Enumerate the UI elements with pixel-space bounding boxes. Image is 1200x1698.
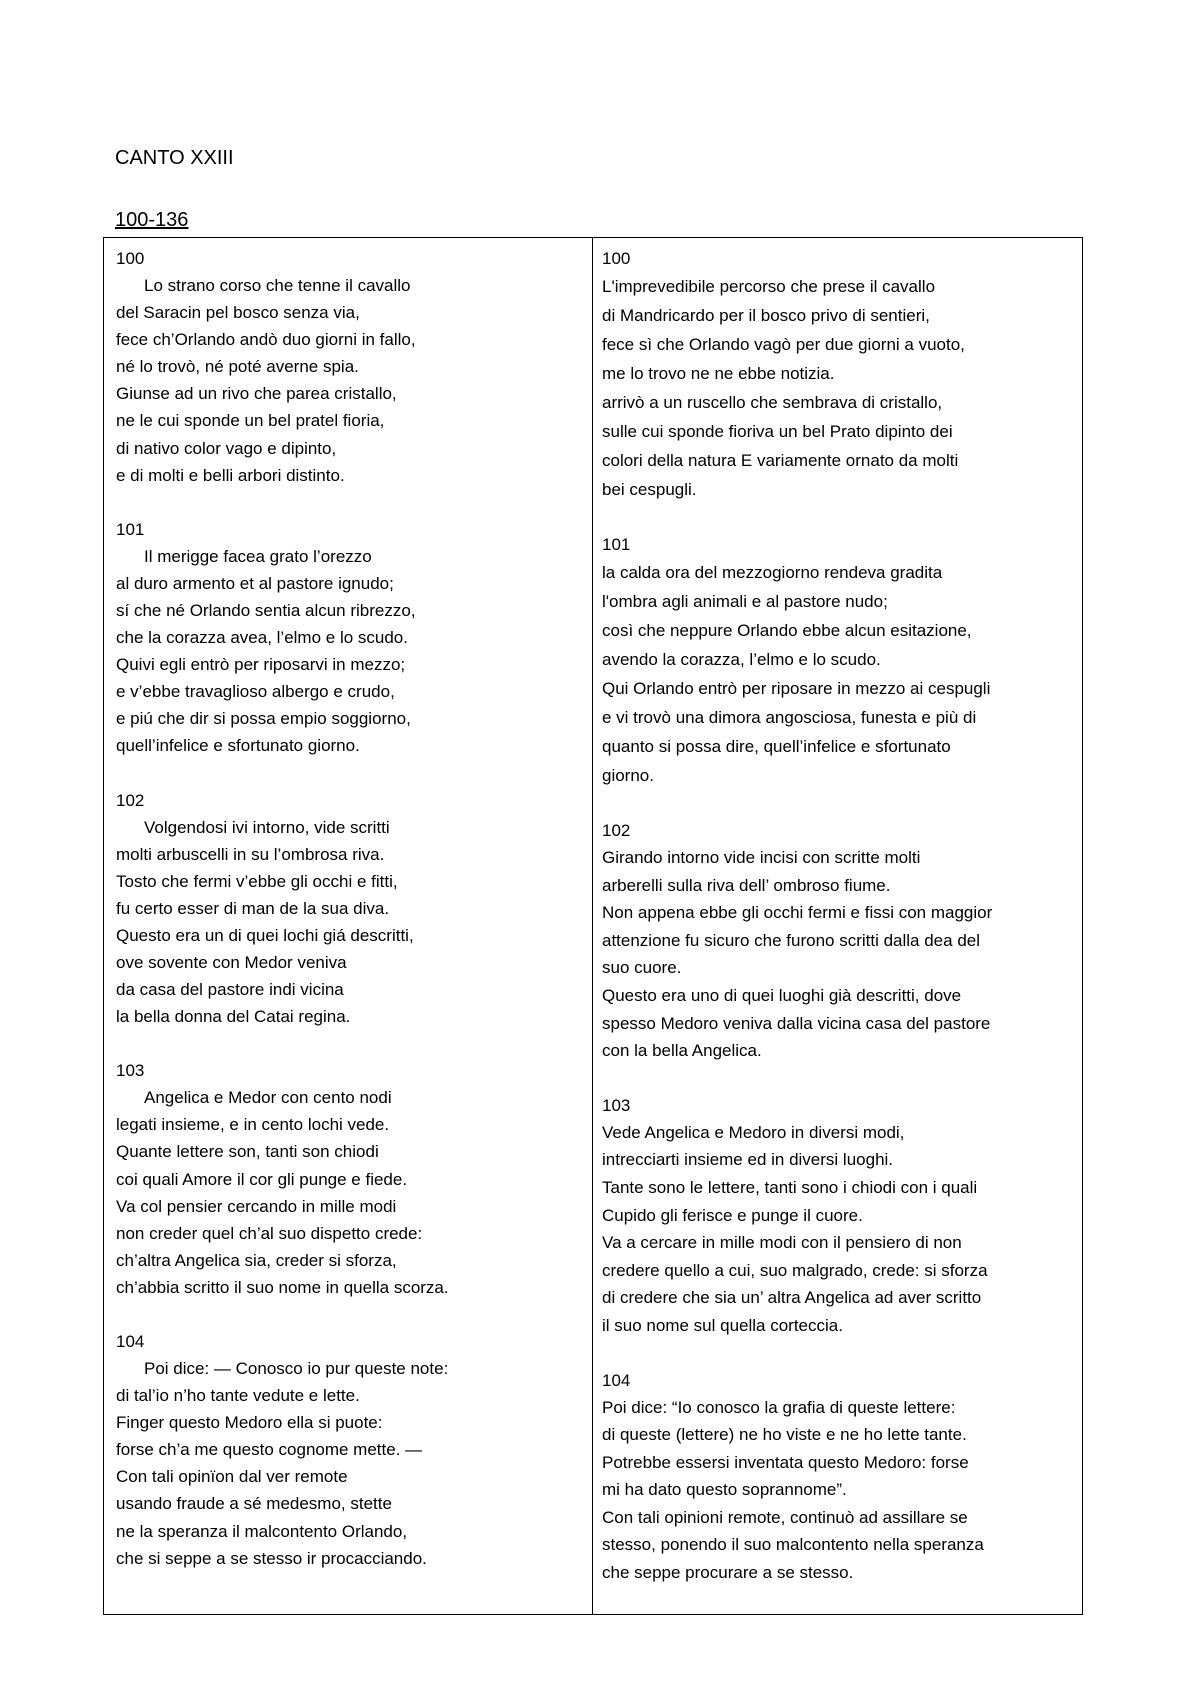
verse-line: né lo trovò, né poté averne spia. (116, 357, 359, 377)
verse-line: giorno. (602, 766, 654, 785)
verse-line: Finger questo Medoro ella si puote: (116, 1413, 383, 1433)
verse-line: arrivò a un ruscello che sembrava di cristallo, (602, 393, 943, 412)
original-stanzas (104, 238, 592, 1572)
verse-line: con la bella Angelica. (602, 1041, 762, 1061)
verse-line: stesso, ponendo il suo malcontento nella speranza (602, 1535, 984, 1555)
table-row (104, 238, 1083, 1615)
translation-stanzas (593, 238, 1082, 1587)
original-stanza (116, 245, 584, 489)
verse-line: coi quali Amore il cor gli punge e fiede. (116, 1169, 408, 1189)
canto-title: CANTO XXIII (115, 147, 234, 169)
verse-line: e v’ebbe travaglioso albergo e crudo, (116, 682, 395, 702)
verse-line: il suo nome sul quella corteccia. (602, 1315, 843, 1335)
stanza-number: 102 (116, 790, 145, 810)
verse-line: Poi dice: “Io conosco la grafia di queste lettere: (602, 1397, 956, 1417)
verse-line: Lo strano corso che tenne il cavallo (144, 276, 411, 295)
verse-line: avendo la corazza, l’elmo e lo scudo. (602, 650, 881, 669)
verse-line: Questo era un di quei lochi giá descritti, (116, 925, 414, 945)
verse-line: e di molti e belli arbori distinto. (116, 465, 345, 485)
stanza-number: 104 (602, 1370, 631, 1390)
verse-line: Poi dice: — Conosco io pur queste note: (144, 1359, 449, 1378)
verse-line: usando fraude a sé medesmo, stette (116, 1494, 392, 1514)
parallel-text-table (103, 237, 1083, 1615)
verse-line: sulle cui sponde fioriva un bel Prato dipinto dei (602, 422, 953, 441)
verse-line: fu certo esser di man de la sua diva. (116, 898, 390, 918)
verse-line: e piú che dir si possa empio soggiorno, (116, 709, 411, 729)
verse-line: di tal’io n’ho tante vedute e lette. (116, 1386, 360, 1406)
verse-line: suo cuore. (602, 958, 682, 978)
original-stanza (116, 1328, 584, 1572)
verse-line: L'imprevedibile percorso che prese il cavallo (602, 277, 936, 296)
verse-line: di queste (lettere) ne ho viste e ne ho lette tante. (602, 1425, 967, 1445)
verse-line: di credere che sia un’ altra Angelica ad aver scritto (602, 1288, 982, 1308)
verse-line: ne le cui sponde un bel pratel fioria, (116, 411, 385, 431)
verse-line: sí che né Orlando sentia alcun ribrezzo, (116, 600, 416, 620)
verse-line: Cupido gli ferisce e punge il cuore. (602, 1205, 863, 1225)
stanza-number: 101 (116, 519, 145, 539)
verse-line: spesso Medoro veniva dalla vicina casa del pastore (602, 1013, 991, 1033)
verse-line: che seppe procurare a se stesso. (602, 1563, 854, 1583)
verse-line: di Mandricardo per il bosco privo di sentieri, (602, 306, 930, 325)
verse-line: l'ombra agli animali e al pastore nudo; (602, 592, 888, 611)
verse-line: al duro armento et al pastore ignudo; (116, 573, 394, 593)
verse-range: 100-136 (115, 209, 189, 231)
verse-line: colori della natura E variamente ornato da molti (602, 451, 959, 470)
verse-line: Tante sono le lettere, tanti sono i chiodi con i quali (602, 1177, 978, 1197)
original-stanza (116, 516, 584, 760)
verse-line: da casa del pastore indi vicina (116, 980, 344, 1000)
stanza-number: 102 (602, 821, 631, 840)
verse-line: che la corazza avea, l’elmo e lo scudo. (116, 628, 408, 648)
verse-line: quanto si possa dire, quell’infelice e sfortunato (602, 737, 951, 756)
verse-line: bei cespugli. (602, 480, 697, 499)
verse-line: Potrebbe essersi inventata questo Medoro: forse (602, 1452, 969, 1472)
verse-line: Con tali opinïon dal ver remote (116, 1467, 348, 1487)
verse-line: arberelli sulla riva dell’ ombroso fiume. (602, 875, 891, 895)
verse-line: credere quello a cui, suo malgrado, crede: si sforza (602, 1260, 988, 1280)
stanza-number: 103 (116, 1061, 145, 1081)
verse-line: Volgendosi ivi intorno, vide scritti (144, 817, 390, 837)
verse-line: molti arbuscelli in su l’ombrosa riva. (116, 844, 385, 864)
verse-line: mi ha dato questo soprannome”. (602, 1480, 847, 1500)
verse-line: Angelica e Medor con cento nodi (144, 1088, 392, 1108)
verse-line: e vi trovò una dimora angosciosa, funesta e più di (602, 708, 977, 727)
verse-line: forse ch’a me questo cognome mette. — (116, 1440, 423, 1460)
stanza-number: 103 (602, 1095, 631, 1115)
verse-line: me lo trovo ne ne ebbe notizia. (602, 364, 835, 383)
translation-stanza (602, 1092, 1076, 1340)
verse-line: che si seppe a se stesso ir procacciando. (116, 1548, 427, 1568)
stanza-number: 101 (602, 535, 631, 554)
original-stanza (116, 1057, 584, 1301)
verse-line: la bella donna del Catai regina. (116, 1007, 351, 1027)
verse-line: Giunse ad un rivo che parea cristallo, (116, 384, 397, 404)
verse-line: attenzione fu sicuro che furono scritti dalla dea del (602, 930, 981, 950)
verse-line: Il merigge facea grato l’orezzo (144, 546, 372, 566)
verse-line: Non appena ebbe gli occhi fermi e fissi con maggior (602, 903, 993, 923)
verse-line: Con tali opinioni remote, continuò ad assillare se (602, 1507, 968, 1527)
verse-line: fece sì che Orlando vagò per due giorni a vuoto, (602, 335, 965, 354)
verse-line: non creder quel ch’al suo dispetto crede: (116, 1223, 423, 1243)
verse-line: Questo era uno di quei luoghi già descritti, dove (602, 985, 962, 1005)
verse-line: ch’altra Angelica sia, creder si sforza, (116, 1250, 397, 1270)
verse-line: quell’infelice e sfortunato giorno. (116, 736, 360, 756)
verse-line: Quivi egli entrò per riposarvi in mezzo; (116, 655, 406, 675)
verse-line: Va col pensier cercando in mille modi (116, 1196, 397, 1216)
stanza-number: 100 (602, 249, 631, 268)
translation-stanza (602, 1367, 1076, 1587)
verse-line: legati insieme, e in cento lochi vede. (116, 1115, 390, 1135)
verse-line: ch’abbia scritto il suo nome in quella scorza. (116, 1277, 449, 1297)
verse-line: del Saracin pel bosco senza via, (116, 303, 360, 323)
verse-line: Vede Angelica e Medoro in diversi modi, (602, 1122, 905, 1142)
original-text-column (104, 238, 593, 1615)
translation-stanza (602, 531, 1076, 790)
translation-stanza (602, 817, 1076, 1065)
verse-line: Quante lettere son, tanti son chiodi (116, 1142, 379, 1162)
verse-line: di nativo color vago e dipinto, (116, 438, 337, 458)
verse-line: ne la speranza il malcontento Orlando, (116, 1521, 408, 1541)
original-stanza (116, 787, 584, 1031)
verse-line: fece ch’Orlando andò duo giorni in fallo, (116, 330, 416, 350)
verse-line: Girando intorno vide incisi con scritte molti (602, 848, 921, 867)
verse-line: così che neppure Orlando ebbe alcun esitazione, (602, 621, 972, 640)
stanza-number: 104 (116, 1332, 145, 1351)
verse-line: Qui Orlando entrò per riposare in mezzo ai cespugli (602, 679, 991, 698)
verse-line: Va a cercare in mille modi con il pensiero di non (602, 1233, 962, 1253)
translation-column (593, 238, 1083, 1615)
stanza-number: 100 (116, 249, 145, 268)
verse-line: la calda ora del mezzogiorno rendeva gradita (602, 563, 943, 582)
verse-line: intrecciarti insieme ed in diversi luoghi. (602, 1150, 894, 1170)
verse-line: ove sovente con Medor veniva (116, 952, 347, 972)
verse-line: Tosto che fermi v’ebbe gli occhi e fitti, (116, 871, 398, 891)
translation-stanza (602, 245, 1076, 504)
